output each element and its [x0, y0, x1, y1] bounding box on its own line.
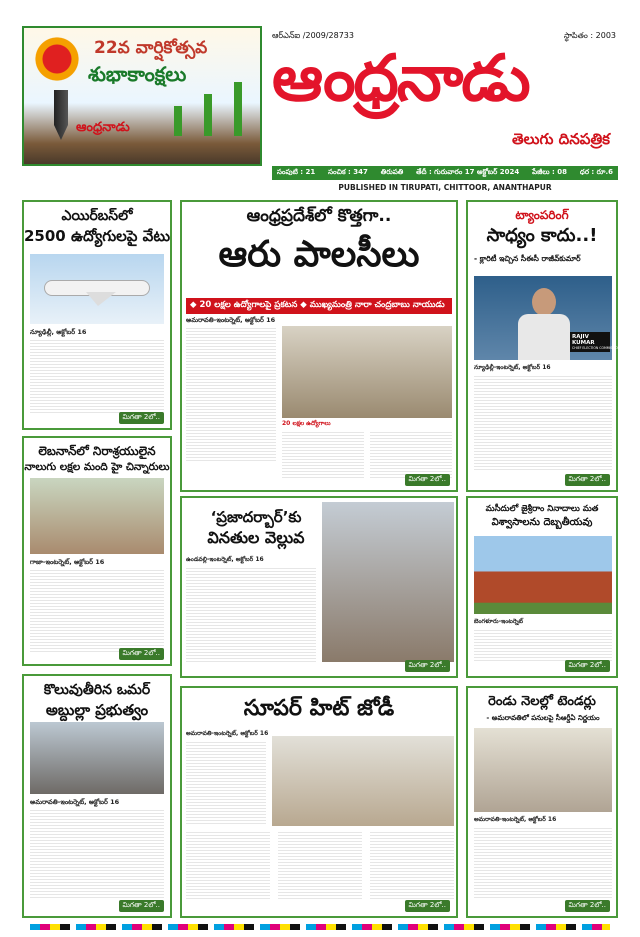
nameplate: [570, 332, 625, 352]
headline: విశ్వాసాలను దెబ్బతీయవు: [491, 517, 593, 528]
continued-link[interactable]: మిగతా 2లో..: [119, 900, 164, 912]
dateline: న్యూఢిల్లీ-ఇంటర్నెట్, అక్టోబర్ 16: [474, 364, 551, 371]
story-body: [30, 568, 164, 652]
headline-kicker: లెబనాన్‌లో నిరాశ్రయులైన: [38, 444, 156, 458]
volume: సంపుటి : 21: [277, 168, 316, 176]
subheadline-2: ముఖ్యమంత్రి నారా చంద్రబాబు నాయుడు: [309, 300, 445, 310]
story-tenders: [466, 686, 618, 918]
cec-photo: [474, 276, 625, 360]
masthead-logo: ఆంధ్రనాడు: [272, 42, 529, 116]
pen-icon: [54, 90, 68, 140]
subheadline: - క్లారిటీ ఇచ్చిన సీఈసీ రాజీవ్‌కుమార్: [474, 254, 581, 263]
leaders-photo: [272, 736, 454, 826]
anniversary-brand: ఆంధ్రనాడు: [76, 120, 130, 135]
seedling-icon: [174, 106, 182, 136]
headline: నాలుగు లక్షల మంది హై చిన్నారులు: [24, 461, 170, 473]
continued-link[interactable]: మిగతా 2లో..: [119, 648, 164, 660]
story-tampering: [466, 200, 625, 492]
dateline: ఉండవల్లి-ఇంటర్నెట్, అక్టోబర్ 16: [186, 556, 264, 563]
story-omar: [22, 674, 172, 918]
issue-date: తేదీ : గురువారం 17 అక్టోబర్ 2024: [416, 168, 520, 176]
continued-link[interactable]: మిగతా 2లో..: [405, 474, 450, 486]
story-body-col3: [278, 830, 362, 900]
crda-meeting-photo: [474, 728, 612, 812]
dateline: అమరావతి-ఇంటర్నెట్, అక్టోబర్ 16: [474, 816, 557, 823]
story-airbus: [22, 200, 172, 430]
story-body-col1: [186, 326, 276, 462]
dateline: అమరావతి-ఇంటర్నెట్, అక్టోబర్ 16: [30, 798, 120, 806]
lead-story: [180, 200, 458, 492]
sun-logo: [32, 34, 82, 84]
established-year: స్థాపితం : 2003: [563, 31, 616, 40]
headline: రెండు నెలల్లో టెండర్లు: [488, 694, 596, 709]
story-body-col3: [370, 430, 452, 480]
dateline: గాజా-ఇంటర్నెట్, అక్టోబర్ 16: [30, 558, 105, 566]
price: ధర : రూ.6: [579, 168, 613, 176]
continued-link[interactable]: మిగతా 2లో..: [405, 660, 450, 672]
children-photo: [30, 478, 164, 554]
headline-kicker: ఎయిర్‌బస్‌లో: [61, 208, 133, 224]
story-lebanon: [22, 436, 172, 666]
headline: అబ్దుల్లా ప్రభుత్వం: [45, 701, 149, 719]
continued-link[interactable]: మిగతా 2లో..: [565, 474, 610, 486]
nameplate-title: CHIEF ELECTION COMMISSIONER: [572, 346, 625, 350]
meeting-photo: [282, 326, 452, 418]
headline: సాధ్యం కాదు..!: [486, 225, 598, 246]
lead-subheadline: [186, 298, 452, 314]
color-registration-strip: [30, 924, 610, 930]
story-body-col4: [370, 830, 454, 900]
nameplate-name: RAJIV KUMAR: [572, 334, 595, 346]
headline: వినతుల వెల్లువ: [207, 528, 305, 547]
published-line: PUBLISHED IN TIRUPATI, CHITTOOR, ANANTHAPUR: [338, 183, 552, 192]
photo-caption: 20 లక్షల ఉద్యోగాలు: [282, 420, 331, 427]
registration-number: ఆర్ఎన్ఐ /2009/28733: [272, 31, 354, 40]
story-body-col2: [186, 830, 270, 900]
headline: ఆరు పాలసీలు: [218, 234, 420, 275]
story-prajadarbar: [180, 496, 458, 678]
bullet-icon: ◆: [300, 300, 310, 310]
headline-kicker: ట్యాంపరింగ్: [515, 208, 569, 222]
dateline: న్యూఢిల్లీ, అక్టోబర్ 16: [30, 328, 87, 336]
story-body: [30, 808, 164, 900]
bullet-icon: ◆: [190, 300, 200, 310]
airplane-wing: [86, 292, 116, 306]
subheadline-1: 20 లక్షల ఉద్యోగాలపై ప్రకటన: [199, 300, 298, 310]
person-head: [532, 288, 556, 316]
story-body: [474, 374, 612, 472]
airplane-photo: [30, 254, 164, 324]
continued-link[interactable]: మిగతా 2లో..: [119, 412, 164, 424]
anniversary-line2: శుభాకాంక్షలు: [88, 62, 187, 86]
page-count: పేజీలు : 08: [532, 168, 568, 176]
continued-link[interactable]: మిగతా 2లో..: [565, 660, 610, 672]
city: తిరుపతి: [380, 168, 404, 176]
seedling-icon: [234, 82, 242, 136]
headline-kicker: మసీదులో జైశ్రీరాం నినాదాలు మత: [485, 504, 599, 514]
seedling-icon: [204, 94, 212, 136]
dateline: అమరావతి-ఇంటర్నెట్, అక్టోబర్ 16: [186, 316, 276, 324]
story-body-col1: [186, 740, 266, 824]
masthead-tagline: తెలుగు దినపత్రిక: [512, 130, 610, 148]
swearing-in-photo: [30, 722, 164, 794]
headline-kicker: ‘ప్రజాదర్బార్’కు: [210, 508, 302, 526]
dateline: బెంగళూరు-ఇంటర్నెట్: [474, 618, 524, 625]
continued-link[interactable]: మిగతా 2లో..: [565, 900, 610, 912]
story-masjid: [466, 496, 618, 678]
high-court-photo: [474, 536, 612, 614]
story-body: [474, 826, 612, 900]
person-body: [518, 314, 570, 360]
dateline-bar: [272, 166, 618, 180]
anniversary-ad: [22, 26, 262, 166]
story-body: [186, 566, 316, 662]
headline: 2500 ఉద్యోగులపై వేటు: [24, 227, 171, 245]
issue: సంచిక : 347: [328, 168, 368, 176]
story-body: [474, 628, 612, 662]
prajadarbar-photo: [322, 502, 454, 662]
story-body-col2: [282, 430, 364, 480]
subheadline: - అమరావతిలో పనులపై సీఆర్డీఏ నిర్ణయం: [486, 714, 600, 722]
story-super-hit: [180, 686, 458, 918]
headline: సూపర్ హిట్ జోడీ: [243, 696, 395, 721]
continued-link[interactable]: మిగతా 2లో..: [405, 900, 450, 912]
dateline: అమరావతి-ఇంటర్నెట్, అక్టోబర్ 16: [186, 730, 269, 737]
anniversary-line1: 22వ వార్షికోత్సవ: [94, 38, 208, 58]
headline-kicker: ఆంధ్రప్రదేశ్‌లో కొత్తగా..: [246, 206, 392, 226]
headline-kicker: కొలువుతీరిన ఒమర్: [43, 682, 151, 698]
story-body: [30, 338, 164, 414]
